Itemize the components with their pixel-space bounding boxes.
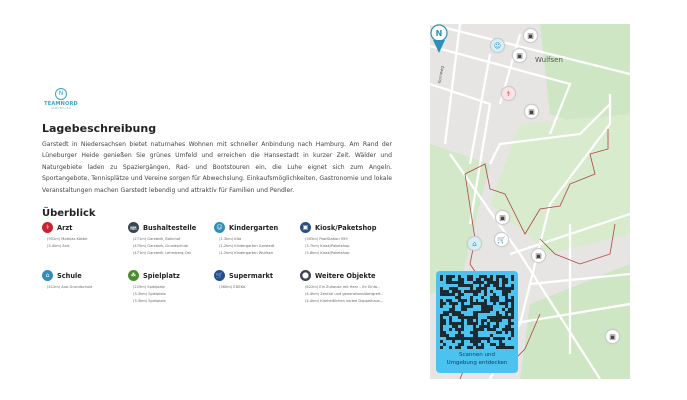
category-item: (412m) Aue-Grundschule: [47, 285, 93, 289]
category-header: [214, 270, 300, 281]
logo-name: TEAMNORD: [44, 101, 78, 107]
category-item: (1.2km) Kindergarten Garstedt: [219, 244, 275, 249]
logo: [44, 88, 78, 110]
category-item: (470m) Garstedt, Grundschule: [133, 244, 188, 249]
description-title: Lagebeschreibung: [42, 122, 157, 135]
overview-category: [128, 222, 214, 264]
logo-mark: N: [55, 88, 67, 100]
category-title: Supermarkt: [229, 271, 273, 280]
category-item: (305m) PostStation 599: [305, 237, 348, 241]
category-items: [128, 236, 214, 258]
category-title: Kiosk/Paketshop: [315, 223, 377, 232]
cart-icon: 🛒: [215, 272, 224, 279]
category-item: (225m) Spielplatz: [133, 285, 165, 289]
kiosk-icon: ▣: [300, 222, 311, 233]
property-pin-icon[interactable]: [430, 24, 448, 54]
category-item: (271m) Garstedt, Bahnhof: [133, 237, 181, 241]
category-item: (471m) Garstedt, Lehmberg-Ost: [133, 251, 191, 256]
category-items: [300, 236, 394, 258]
category-header: [300, 222, 394, 233]
category-header: [300, 270, 394, 281]
map[interactable]: [430, 24, 630, 379]
school-icon: ⌂: [42, 270, 53, 281]
playground-icon: ☘: [128, 270, 139, 281]
category-item: (952m) Mathias Köster: [47, 237, 88, 241]
map-poi-kindergarten[interactable]: ☺: [490, 38, 505, 53]
category-items: [42, 284, 128, 291]
qr-caption-line2: Umgebung entdecken: [446, 359, 508, 366]
map-poi-bus[interactable]: ▣: [512, 48, 527, 63]
category-items: [214, 284, 300, 291]
category-items: [300, 284, 394, 306]
overview-category: [300, 270, 394, 312]
map-label-kornweg: Kornweg: [436, 65, 445, 84]
category-header: [214, 222, 300, 233]
overview-category: [214, 270, 300, 312]
map-poi-bus[interactable]: ▣: [524, 104, 539, 119]
category-items: [128, 284, 214, 306]
category-item: (3.3km) Spielplatz: [133, 299, 166, 304]
category-item: (3.3km) Spielplatz: [133, 292, 166, 297]
category-header: [128, 222, 214, 233]
map-poi-bus[interactable]: ▣: [523, 28, 538, 43]
category-item: (822m) Ein Zuhause mit Herz – Ihr Einfa...: [305, 285, 381, 289]
overview-grid: [42, 222, 394, 312]
map-poi-doctor[interactable]: ⚕: [501, 86, 516, 101]
overview-category: [42, 270, 128, 312]
category-title: Spielplatz: [143, 271, 180, 280]
category-title: Schule: [57, 271, 82, 280]
qr-caption-line1: Scannen und: [459, 352, 495, 358]
qr-card[interactable]: [436, 271, 518, 373]
qr-caption: [436, 352, 518, 367]
description-text: Garstedt in Niedersachsen bietet naturnahes Wohnen mit schneller Anbindung nach Hamburg. Am Rand der Lüneburger Heide genießen Sie grünes Umfeld und erreichen die Hansestadt in kurzer Zeit. Wälder und Naturgebiete laden zu Spaziergängen, Rad- und Bootstouren ein, die Luhe eignet sich zum Angeln. Sportangebote, Tennisplätze und Vereine sorgen für Abwechslung. Einkaufsmöglichkeiten, Gastronomie und lokale Veranstaltungen machen Garstedt lebendig und attraktiv für Familien und Pendler.: [42, 141, 392, 194]
overview-category: [214, 222, 300, 264]
category-item: (1.3km) Kita: [219, 237, 242, 241]
kindergarten-icon: ☺: [214, 222, 225, 233]
map-label-wulfsen: Wulfsen: [535, 56, 563, 64]
category-title: Weitere Objekte: [315, 271, 376, 280]
logo-tagline: IMMOBILIEN: [50, 107, 72, 110]
category-item: (4.4km) Klarheitlichen vorbei Doppelhaus...: [305, 299, 384, 304]
map-poi-bus[interactable]: ▣: [495, 210, 510, 225]
bus-icon: 🚌: [129, 224, 138, 231]
category-header: [42, 270, 128, 281]
overview-category: [42, 222, 128, 264]
map-poi-bus[interactable]: ▣: [531, 248, 546, 263]
category-item: (3.7km) Kiosk/Paketshop: [305, 244, 350, 249]
category-title: Bushaltestelle: [143, 223, 197, 232]
category-items: [42, 236, 128, 250]
category-items: [214, 236, 300, 258]
overview-category: [300, 222, 394, 264]
qr-code[interactable]: [440, 275, 514, 349]
category-item: (360m) EDEKA: [219, 285, 246, 289]
category-item: (1.2km) Kindergarten Wulfsen: [219, 251, 274, 256]
overview-category: [128, 270, 214, 312]
map-poi-school[interactable]: ⌂: [467, 236, 482, 251]
map-poi-bus[interactable]: ▣: [605, 329, 620, 344]
category-header: [42, 222, 128, 233]
overview-title: Überblick: [42, 208, 96, 219]
category-title: Arzt: [57, 223, 73, 232]
category-header: [128, 270, 214, 281]
map-poi-supermarket[interactable]: 🛒: [494, 232, 509, 247]
doctor-icon: ⚕: [42, 222, 53, 233]
location-pin-icon: ⬤: [300, 270, 311, 281]
category-title: Kindergarten: [229, 223, 279, 232]
category-item: (4.4km) Zentral und generationsübergreif...: [305, 292, 384, 297]
svg-text:N: N: [435, 29, 443, 38]
category-item: (3.8km) Kiosk/Paketshop: [305, 251, 350, 256]
category-item: (3.4km) Arzt: [47, 244, 70, 249]
